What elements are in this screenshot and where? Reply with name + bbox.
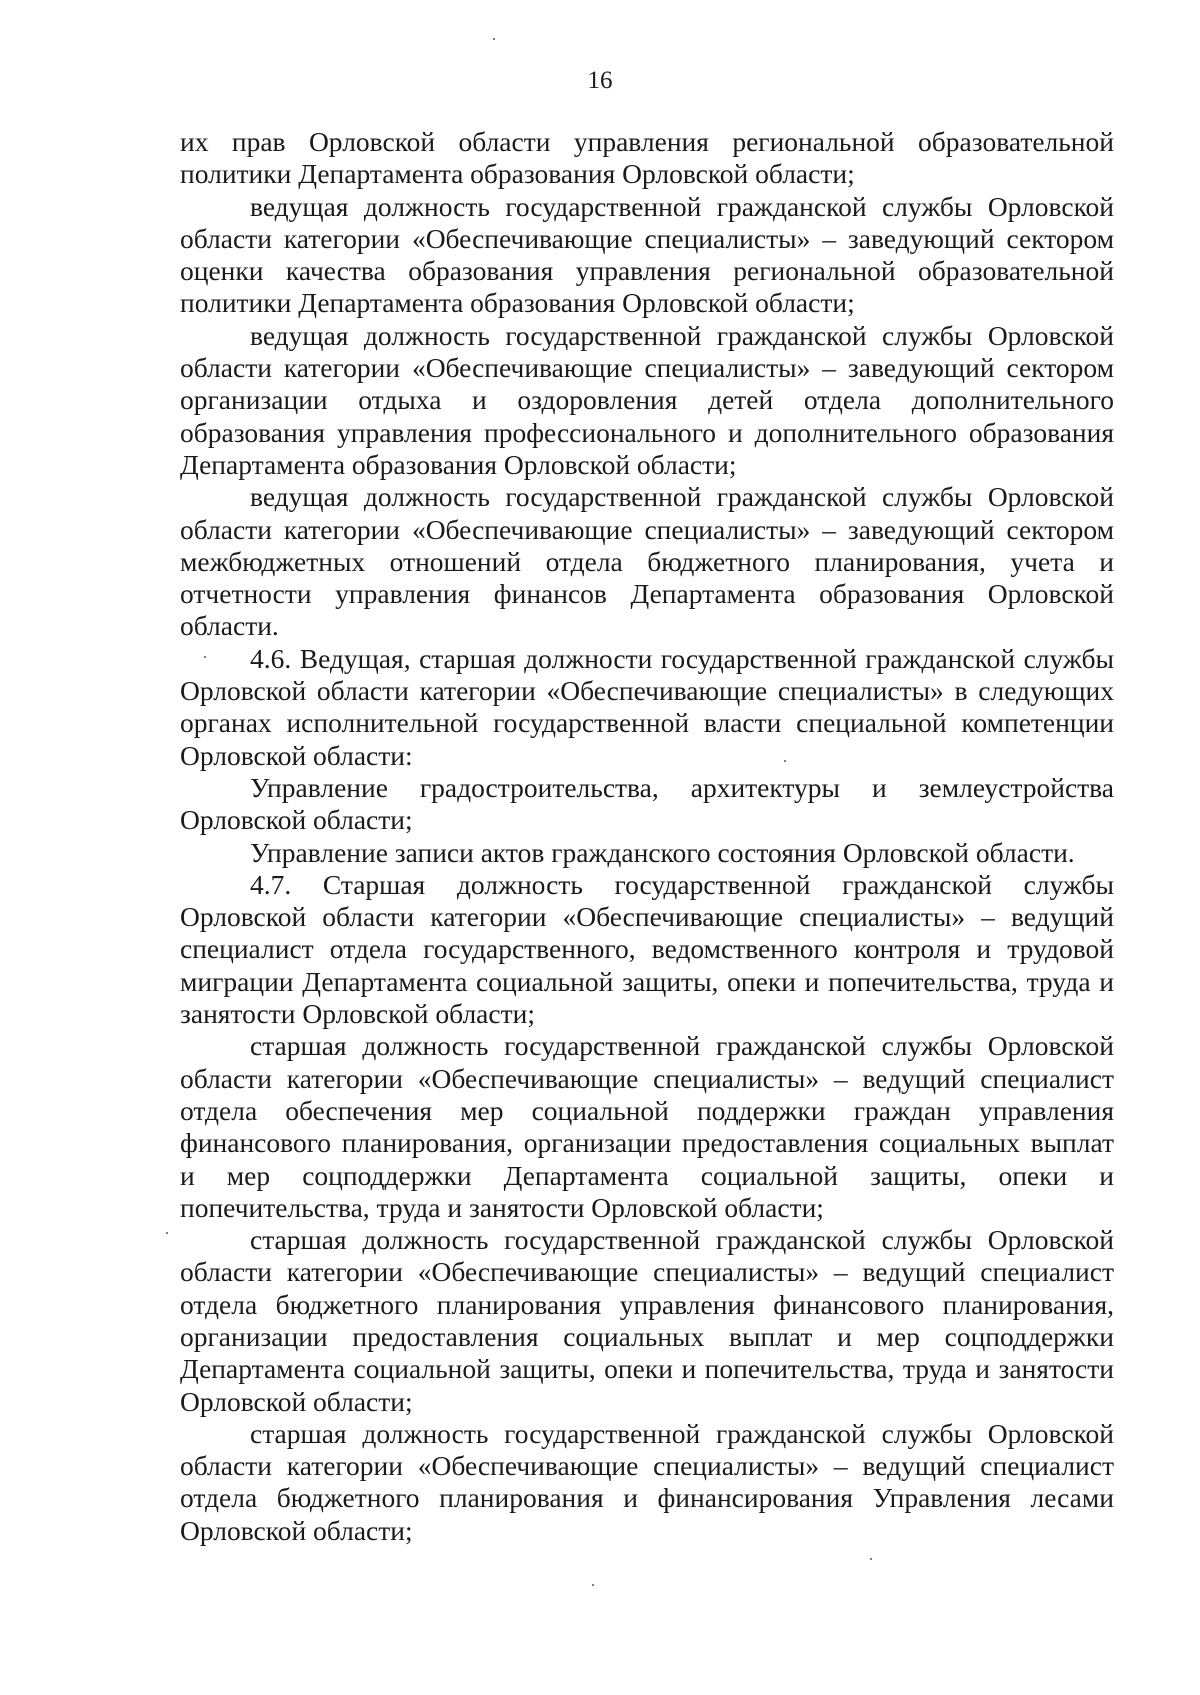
paragraph-continuation: их прав Орловской области управления региональной образовательной политики Департамента образования Орловской области; <box>180 126 1114 190</box>
paragraph: ведущая должность государственной гражданской службы Орловской области категории «Обеспечивающие специалисты» – заведующий сектором организации отдыха и оздоровления детей отдела дополнительного образования управления профессионального и дополнительного образования Департамента образования Орловской области; <box>180 319 1114 480</box>
paragraph: Управление записи актов гражданского состояния Орловской области. <box>250 836 1075 868</box>
paragraph: ведущая должность государственной гражданской службы Орловской области категории «Обеспечивающие специалисты» – заведующий сектором межбюджетных отношений отдела бюджетного планирования, учета и отчетности управления финансов Департамента образования Орловской области. <box>180 481 1114 642</box>
scan-speck <box>784 760 786 762</box>
paragraph: Управление градостроительства, архитектуры и землеустройства Орловской области; <box>180 771 1114 836</box>
paragraph: старшая должность государственной гражданской службы Орловской области категории «Обеспечивающие специалисты» – ведущий специалист отдела бюджетного планирования управления финансового планирования, организации предоставления социальных выплат и мер соцподдержки Департамента социальной защиты, опеки и попечительства, труда и занятости Орловской области; <box>180 1224 1114 1417</box>
paragraph-item-4-7: 4.7. Старшая должность государственной гражданской службы Орловской области категории «Обеспечивающие специалисты» – ведущий специалист отдела государственного, ведомственного контроля и трудовой миграции Департамента социальной защиты, опеки и попечительства, труда и занятости Орловской области; <box>180 868 1114 1030</box>
scan-speck <box>166 1232 168 1234</box>
paragraph: старшая должность государственной гражданской службы Орловской области категории «Обеспечивающие специалисты» – ведущий специалист отдела бюджетного планирования и финансирования Управления лесами Орловской области; <box>180 1417 1114 1546</box>
scan-speck <box>493 38 495 40</box>
scan-speck <box>870 1558 872 1560</box>
page-number: 16 <box>587 67 613 94</box>
paragraph-item-4-6: 4.6. Ведущая, старшая должности государственной гражданской службы Орловской области категории «Обеспечивающие специалисты» в следующих органах исполнительной государственной власти специальной компетенции Орловской области: <box>180 642 1114 771</box>
paragraph: старшая должность государственной гражданской службы Орловской области категории «Обеспечивающие специалисты» – ведущий специалист отдела обеспечения мер социальной поддержки граждан управления финансового планирования, организации предоставления социальных выплат и мер соцподдержки Департамента социальной защиты, опеки и попечительства, труда и занятости Орловской области; <box>180 1030 1114 1223</box>
paragraph: ведущая должность государственной гражданской службы Орловской области категории «Обеспечивающие специалисты» – заведующий сектором оценки качества образования управления региональной образовательной политики Департамента образования Орловской области; <box>180 190 1114 319</box>
scan-speck <box>592 1584 594 1586</box>
document-body <box>180 126 1114 1547</box>
scan-speck <box>204 656 206 658</box>
